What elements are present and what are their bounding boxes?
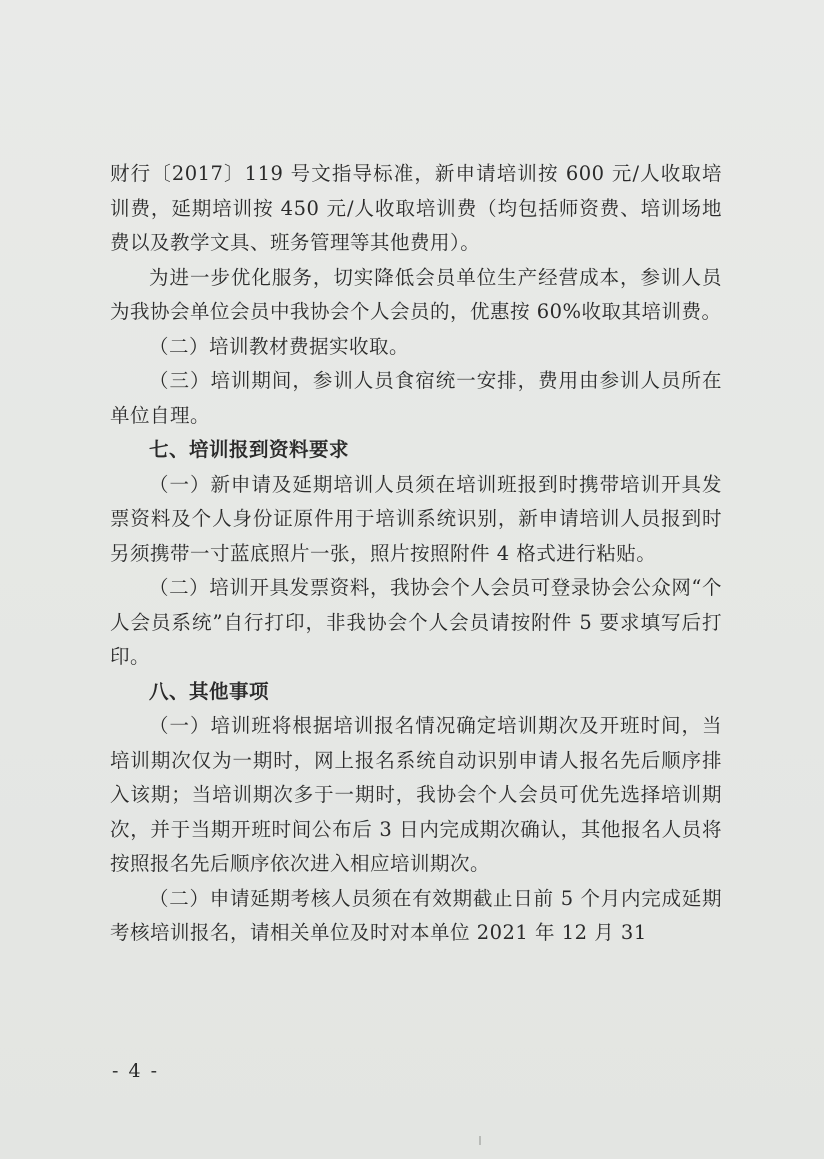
paragraph-registration-materials: （一）新申请及延期培训人员须在培训班报到时携带培训开具发票资料及个人身份证原件用于培训系统识别，新申请培训人员报到时另须携带一寸蓝底照片一张，照片按照附件 4 格式进行粘贴。 bbox=[110, 472, 722, 565]
scan-artifact bbox=[479, 1136, 481, 1145]
paragraph-training-sessions: （一）培训班将根据培训报名情况确定培训期次及开班时间，当培训期次仅为一期时，网上报名系统自动识别申请人报名先后顺序排入该期；当培训期次多于一期时，我协会个人会员可优先选择培训期次，并于当期开班时间公布后 3 日内完成期次确认，其他报名人员将按照报名先后顺序依次进入相应培训期次。 bbox=[110, 714, 722, 875]
heading-section-8: 八、其他事项 bbox=[149, 679, 270, 703]
heading-section-7: 七、培训报到资料要求 bbox=[149, 438, 350, 461]
paragraph-member-discount: 为进一步优化服务，切实降低会员单位生产经营成本，参训人员为我协会单位会员中我协会个人会员的，优惠按 60%收取其培训费。 bbox=[110, 265, 722, 323]
paragraph-extension-registration: （二）申请延期考核人员须在有效期截止日前 5 个月内完成延期考核培训报名，请相关单位及时对本单位 2021 年 12 月 31 bbox=[110, 886, 722, 944]
paragraph-textbook-fee: （二）培训教材费据实收取。 bbox=[149, 334, 410, 358]
paragraph-fee-standard: 财行〔2017〕119 号文指导标准，新申请培训按 600 元/人收取培训费，延期培训按 450 元/人收取培训费（均包括师资费、培训场地费以及教学文具、班务管理等其他费用）。 bbox=[110, 162, 722, 254]
page-number: - 4 - bbox=[112, 1060, 160, 1082]
paragraph-invoice-materials: （二）培训开具发票资料，我协会个人会员可登录协会公众网“个人会员系统”自行打印，非我协会个人会员请按附件 5 要求填写后打印。 bbox=[110, 576, 722, 668]
document-body bbox=[110, 157, 722, 951]
paragraph-accommodation: （三）培训期间，参训人员食宿统一安排，费用由参训人员所在单位自理。 bbox=[110, 369, 722, 427]
